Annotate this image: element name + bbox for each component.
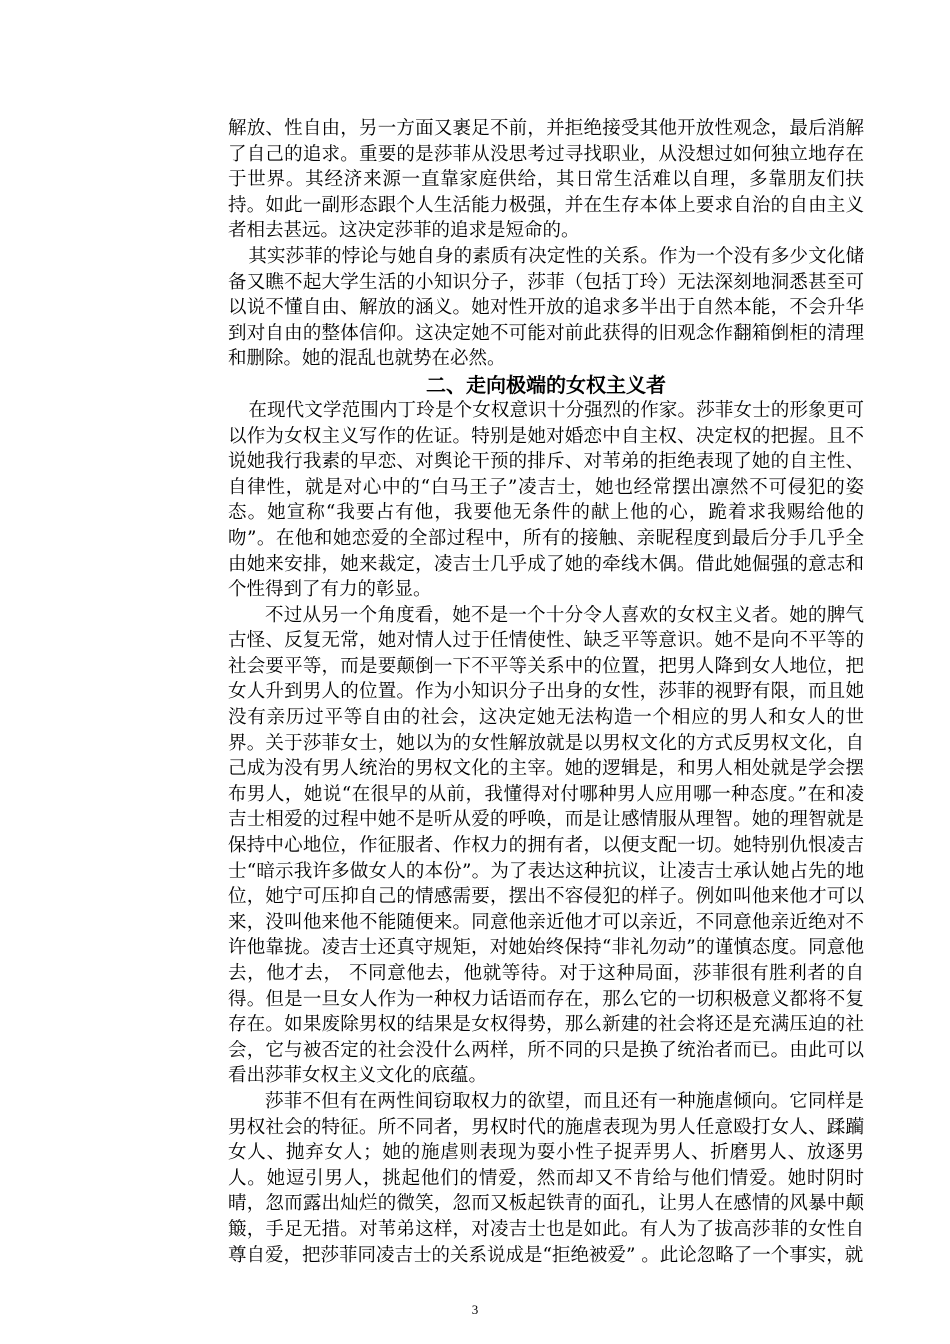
body-paragraph-continued: 解放、性自由，另一方面又裹足不前，并拒绝接受其他开放性观念，最后消解了自己的追求。重要的是莎菲从没思考过寻找职业，从没想过如何独立地存在于世界。其经济来源一直靠家庭供给，其日常生活难以自理，多靠朋友们扶持。如此一副形态跟个人生活能力极强，并在生存本体上要求自治的自由主义者相去甚远。这决定莎菲的追求是短命的。 <box>228 118 864 242</box>
page-number: 3 <box>471 1302 479 1317</box>
body-paragraph: 其实莎菲的悖论与她自身的素质有决定性的关系。作为一个没有多少文化储备又瞧不起大学生活的小知识分子，莎菲（包括丁玲）无法深刻地洞悉甚至可以说不懂自由、解放的涵义。她对性开放的追求多半出于自然本能，不会升华到对自由的整体信仰。这决定她不可能对前此获得的旧观念作翻箱倒柜的清理和删除。她的混乱也就势在必然。 <box>228 245 864 370</box>
section-heading: 二、走向极端的女权主义者 <box>426 372 666 397</box>
body-paragraph: 莎菲不但有在两性间窃取权力的欲望，而且还有一种施虐倾向。它同样是男权社会的特征。所不同者，男权时代的施虐表现为男人任意殴打女人、蹂躏女人、抛弃女人；她的施虐则表现为耍小性子捉弄男人、折磨男人、放逐男人。她逗引男人，挑起他们的情爱，然而却又不肯给与他们情爱。她时阴时晴，忽而露出灿烂的微笑，忽而又板起铁青的面孔，让男人在感情的风暴中颠簸，手足无措。对苇弟这样，对凌吉士也是如此。有人为了拔高莎菲的女性自尊自爱，把莎菲同凌吉士的关系说成是“拒绝被爱” 。此论忽略了一个事实，就 <box>228 1090 864 1266</box>
body-paragraph: 在现代文学范围内丁玲是个女权意识十分强烈的作家。莎菲女士的形象更可以作为女权主义写作的佐证。特别是她对婚恋中自主权、决定权的把握。且不说她我行我素的早恋、对舆论干预的排斥、对苇弟的拒绝表现了她的自主性、自律性，就是对心中的“白马王子”凌吉士，她也经常摆出凛然不可侵犯的姿态。她宣称“我要占有他，我要他无条件的献上他的心，跪着求我赐给他的吻”。在他和她恋爱的全部过程中，所有的接触、亲昵程度到最后分手几乎全由她来安排，她来裁定，凌吉士几乎成了她的牵线木偶。借此她倔强的意志和个性得到了有力的彰显。 <box>228 399 864 601</box>
document-page <box>228 116 864 1268</box>
body-paragraph: 不过从另一个角度看，她不是一个十分令人喜欢的女权主义者。她的脾气古怪、反复无常，她对情人过于任情使性、缺乏平等意识。她不是向不平等的社会要平等，而是要颠倒一下不平等关系中的位置，把男人降到女人地位，把女人升到男人的位置。作为小知识分子出身的女性，莎菲的视野有限，而且她没有亲历过平等自由的社会，这决定她无法构造一个相应的男人和女人的世界。关于莎菲女士，她以为的女性解放就是以男权文化的方式反男权文化，自己成为没有男人统治的男权文化的主宰。她的逻辑是，和男人相处就是学会摆布男人，她说“在很早的从前，我懂得对付哪种男人应用哪一种态度。”在和凌吉士相爱的过程中她不是听从爱的呼唤，而是让感情服从理智。她的理智就是保持中心地位，作征服者、作权力的拥有者，以便支配一切。她特别仇恨凌吉士“暗示我许多做女人的本份”。为了表达这种抗议，让凌吉士承认她占先的地位，她宁可压抑自己的情感需要，摆出不容侵犯的样子。例如叫他来他才可以来，没叫他来他不能随便来。同意他亲近他才可以亲近，不同意他亲近绝对不许他靠拢。凌吉士还真守规矩，对她始终保持“非礼勿动”的谨慎态度。同意他去，他才去， 不同意他去，他就等待。对于这种局面，莎菲很有胜利者的自得。但是一旦女人作为一种权力话语而存在，那么它的一切积极意义都将不复存在。如果废除男权的结果是女权得势，那么新建的社会将还是充满压迫的社会，它与被否定的社会没什么两样，所不同的只是换了统治者而已。由此可以看出莎菲女权主义文化的底蕴。 <box>228 604 864 1087</box>
